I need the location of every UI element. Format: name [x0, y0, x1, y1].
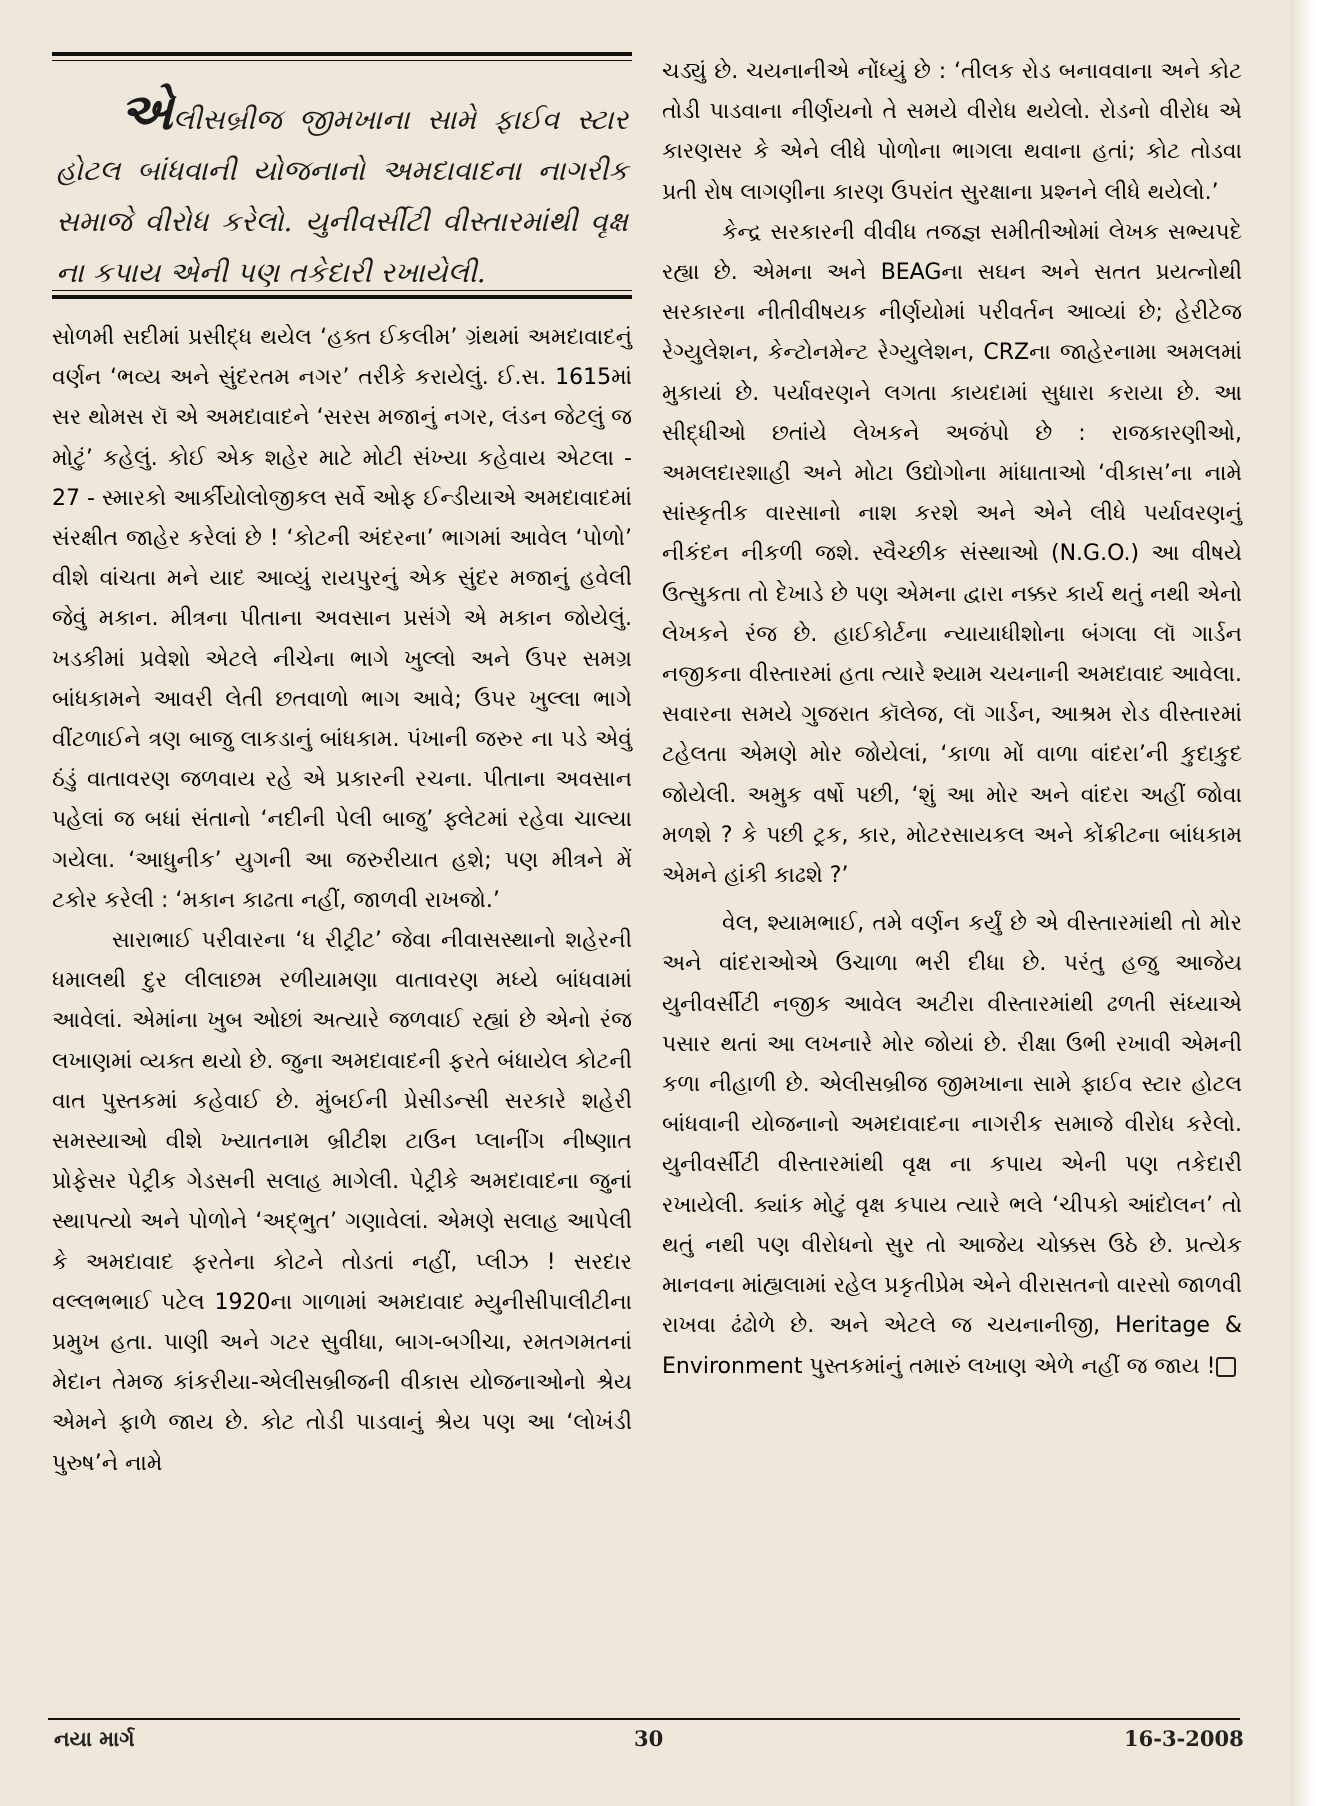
page-edge — [1290, 0, 1326, 1806]
right-paragraph-2: કેન્દ્ર સરકારની વીવીધ તજજ્ઞ સમીતીઓમાં લેખક સભ્યપદે રહ્યા છે. એમના અને BEAGના સઘન અને સતત પ્રયત્નોથી સરકારના નીતીવીષયક નીર્ણયોમાં પરીવર્તન આવ્યાં છે; હેરીટેજ રેગ્યુલેશન, કેન્ટોનમેન્ટ રેગ્યુલેશન, CRZના જાહેરનામા અમલમાં મુકાયાં છે. પર્યાવરણને લગતા કાયદામાં સુધારા કરાયા છે. આ સીદ્ધીઓ છતાંયે લેખકને અજંપો છે : રાજકારણીઓ, અમલદારશાહી અને મોટા ઉદ્યોગોના માંધાતાઓ ‘વીકાસ’ના નામે સાંસ્કૃતીક વારસાનો નાશ કરશે અને એને લીધે પર્યાવરણનું નીકંદન નીકળી જશે. સ્વૈચ્છીક સંસ્થાઓ (N.G.O.) આ વીષયે ઉત્સુકતા તો દેખાડે છે પણ એમના દ્વારા નક્કર કાર્ય થતું નથી એનો લેખકને રંજ છે. હાઈકોર્ટના ન્યાયાધીશોના બંગલા લૉ ગાર્ડન નજીકના વીસ્તારમાં હતા ત્યારે શ્યામ ચયનાની અમદાવાદ આવેલા. સવારના સમયે ગુજરાત કૉલેજ, લૉ ગાર્ડન, આશ્રમ રોડ વીસ્તારમાં ટહેલતા એમણે મોર જોયેલાં, ‘કાળા મોં વાળા વાંદરા’ની કુદાકુદ જોયેલી. અમુક વર્ષો પછી, ‘શું આ મોર અને વાંદરા અહીં જોવા મળશે ? કે પછી ટ્રક, કાર, મોટરસાયકલ અને કોંક્રીટના બાંધકામ એમને હાંકી કાઢશે ?’ — [662, 219, 1242, 889]
end-of-article-box-icon — [1216, 1357, 1236, 1377]
paragraph-gap — [662, 896, 1242, 904]
pull-quote-dropcap: એ — [120, 82, 173, 141]
pull-quote-bottom-rule-thin — [52, 290, 632, 291]
pull-quote-top-rule-thin — [52, 60, 632, 61]
left-paragraph-1: સોળમી સદીમાં પ્રસીદ્ધ થયેલ ‘હક્ત ઈકલીમ’ ગ્રંથમાં અમદાવાદનું વર્ણન ‘ભવ્ય અને સુંદરતમ નગર’ તરીકે કરાયેલું. ઈ.સ. 1615માં સર થોમસ રૉ એ અમદાવાદને ‘સરસ મજાનું નગર, લંડન જેટલું જ મોટું’ કહેલું. કોઈ એક શહેર માટે મોટી સંખ્યા કહેવાય એટલા - 27 - સ્મારકો આર્કીયોલોજીકલ સર્વે ઓફ ઈન્ડીયાએ અમદાવાદમાં સંરક્ષીત જાહેર કરેલાં છે ! ‘કોટની અંદરના’ ભાગમાં આવેલ ‘પોળો’ વીશે વાંચતા મને યાદ આવ્યું રાયપુરનું એક સુંદર મજાનું હવેલી જેવું મકાન. મીત્રના પીતાના અવસાન પ્રસંગે એ મકાન જોયેલું. ખડકીમાં પ્રવેશો એટલે નીચેના ભાગે ખુલ્લો અને ઉપર સમગ્ર બાંધકામને આવરી લેતી છતવાળો ભાગ આવે; ઉપર ખુલ્લા ભાગે વીંટળાઈને ત્રણ બાજુ લાકડાનું બાંધકામ. પંખાની જરુર ના પડે એવું ઠંડું વાતાવરણ જળવાય રહે એ પ્રકારની રચના. પીતાના અવસાન પહેલાં જ બધાં સંતાનો ‘નદીની પેલી બાજુ’ ફ્લેટમાં રહેવા ચાલ્યા ગયેલા. ‘આધુનીક’ યુગની આ જરુરીયાત હશે; પણ મીત્રને મેં ટકોર કરેલી : ‘મકાન કાઢતા નહીં, જાળવી રાખજો.’ — [52, 325, 632, 913]
pull-quote-bottom-rule-thick — [52, 295, 632, 299]
footer-date: 16-3-2008 — [1124, 1726, 1244, 1751]
footer-publication: નયા માર્ગ — [54, 1726, 135, 1751]
footer-page-number: 30 — [634, 1726, 664, 1751]
right-paragraph-3 — [662, 904, 1242, 1386]
pull-quote — [56, 82, 628, 298]
left-column — [52, 318, 632, 1484]
pull-quote-text: લીસબ્રીજ જીમખાના સામે ફાઈવ સ્ટાર હોટલ બાંધવાની યોજનાનો અમદાવાદના નાગરીક સમાજે વીરોધ કરેલો. યુનીવર્સીટી વીસ્તારમાંથી વૃક્ષ ના કપાય એની પણ તકેદારી રખાયેલી. — [56, 103, 628, 289]
left-paragraph-2: સારાભાઈ પરીવારના ‘ધ રીટ્રીટ’ જેવા નીવાસસ્થાનો શહેરની ધમાલથી દુર લીલાછમ રળીયામણા વાતાવરણ મધ્યે બાંધવામાં આવેલાં. એમાંના ખુબ ઓછાં અત્યારે જળવાઈ રહ્યાં છે એનો રંજ લખાણમાં વ્યક્ત થયો છે. જુના અમદાવાદની ફરતે બંધાયેલ કોટની વાત પુસ્તકમાં કહેવાઈ છે. મુંબઈની પ્રેસીડન્સી સરકારે શહેરી સમસ્યાઓ વીશે ખ્યાતનામ બ્રીટીશ ટાઉન પ્લાનીંગ નીષ્ણાત પ્રોફેસર પેટ્રીક ગેડસની સલાહ માગેલી. પેટ્રીકે અમદાવાદના જુનાં સ્થાપત્યો અને પોળોને ‘અદ્‌ભુત’ ગણાવેલાં. એમણે સલાહ આપેલી કે અમદાવાદ ફરતેના કોટને તોડતાં નહીં, પ્લીઝ ! સરદાર વલ્લભભાઈ પટેલ 1920ના ગાળામાં અમદાવાદ મ્યુનીસીપાલીટીના પ્રમુખ હતા. પાણી અને ગટર સુવીધા, બાગ-બગીચા, રમતગમતનાં મેદાન તેમજ કાંકરીયા-એલીસબ્રીજની વીકાસ યોજનાઓનો શ્રેય એમને ફાળે જાય છે. કોટ તોડી પાડવાનું શ્રેય પણ આ ‘લોખંડી પુરુષ’ને નામે — [52, 928, 632, 1476]
pull-quote-top-rule-thick — [52, 52, 632, 56]
right-paragraph-3-text: વેલ, શ્યામભાઈ, તમે વર્ણન કર્યું છે એ વીસ્તારમાંથી તો મોર અને વાંદરાઓએ ઉચાળા ભરી દીધા છે. પરંતુ હજુ આજેય યુનીવર્સીટી નજીક આવેલ અટીરા વીસ્તારમાંથી ઢળતી સંધ્યાએ પસાર થતાં આ લખનારે મોર જોયાં છે. રીક્ષા ઉભી રખાવી એમની કળા નીહાળી છે. એલીસબ્રીજ જીમખાના સામે ફાઈવ સ્ટાર હોટલ બાંધવાની યોજનાનો અમદાવાદના નાગરીક સમાજે વીરોધ કરેલો. યુનીવર્સીટી વીસ્તારમાંથી વૃક્ષ ના કપાય એની પણ તકેદારી રખાયેલી. ક્યાંક મોટું વૃક્ષ કપાય ત્યારે ભલે ‘ચીપકો આંદોલન’ તો થતું નથી પણ વીરોધનો સુર તો આજેય ચોક્કસ ઉઠે છે. પ્રત્યેક માનવના માંહ્યલામાં રહેલ પ્રકૃતીપ્રેમ એને વીરાસતનો વારસો જાળવી રાખવા ઢંઢોળે છે. અને એટલે જ ચયનાનીજી, Heritage & Environment પુસ્તકમાંનું તમારું લખાણ એળે નહીં જ જાય ! — [662, 911, 1242, 1379]
right-column — [662, 52, 1242, 1387]
footer-rule — [48, 1718, 1240, 1720]
right-paragraph-1: ચડ્યું છે. ચયનાનીએ નોંધ્યું છે : ‘તીલક રોડ બનાવવાના અને કોટ તોડી પાડવાના નીર્ણયનો તે સમયે વીરોધ થયેલો. રોડનો વીરોધ એ કારણસર કે એને લીધે પોળોના ભાગલા થવાના હતાં; કોટ તોડવા પ્રતી રોષ લાગણીના કારણ ઉપરાંત સુરક્ષાના પ્રશ્નને લીધે થયેલો.’ — [662, 59, 1242, 205]
